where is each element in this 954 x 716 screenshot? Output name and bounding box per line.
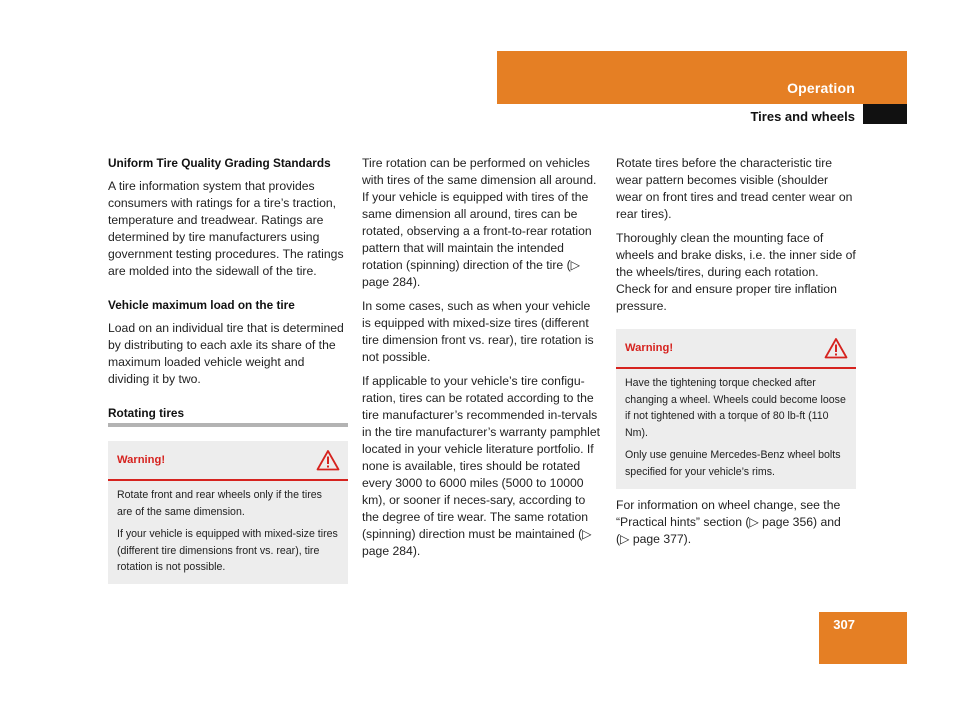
warning-text: If your vehicle is equipped with mixed-size tires (different tire dimensions front vs. rear), tire rotation is not possible. [117,528,338,574]
warning-triangle-icon [824,337,848,359]
warning-label: Warning! [625,341,674,354]
warning-box [108,441,348,584]
warning-triangle-icon [316,449,340,471]
warning-box [616,329,856,489]
section-header [497,51,907,104]
paragraph: Tire rotation can be performed on vehicles with tires of the same dimension all around. If your vehicle is equipped with tires of the same dimension all around, tires can be rotated, observing a a front-to-rear rotation pattern that will maintain the intended rotation (spinning) direction of the tire (▷ page 284). [362,156,597,289]
warning-text: Rotate front and rear wheels only if the tires are of the same dimension. [117,489,322,518]
column-2 [362,155,600,567]
page-number-box [819,612,907,664]
heading-vehicle-max-load: Vehicle maximum load on the tire [108,298,295,312]
paragraph: Rotate tires before the characteristic tire wear pattern becomes visible (shoulder wear on front tires and tread center wear on rear tires). [616,156,853,221]
warning-text: Have the tightening torque checked after changing a wheel. Wheels could become loose if not tightened with a torque of 80 lb-ft (110 Nm). [625,377,846,439]
warning-label: Warning! [117,453,166,466]
heading-uniform-tire-quality: Uniform Tire Quality Grading Standards [108,156,331,170]
warning-header [108,441,348,481]
paragraph: In some cases, such as when your vehicle is equipped with mixed-size tires (different tire dimension front vs. rear), tire rotation is not possible. [362,299,594,364]
paragraph: Thoroughly clean the mounting face of wheels and brake disks, i.e. the inner side of the wheels/tires, during each rotation. Check for and ensure proper tire inflation pressure. [616,231,856,313]
paragraph: For information on wheel change, see the “Practical hints” section (▷ page 356) and (▷ page 377). [616,497,841,546]
page-number: 307 [833,617,855,632]
section-title: Operation [787,80,855,96]
subsection-marker [863,104,907,124]
heading-rotating-tires: Rotating tires [108,405,348,427]
column-3 [616,155,856,555]
warning-header [616,329,856,369]
paragraph: Load on an individual tire that is determined by distributing to each axle its share of the maximum loaded vehicle weight and dividing it by two. [108,321,344,386]
subsection-header [497,104,907,124]
subsection-title: Tires and wheels [750,109,855,124]
warning-text: Only use genuine Mercedes-Benz wheel bolts specified for your vehicle’s rims. [625,449,841,478]
paragraph: If applicable to your vehicle’s tire configu-ration, tires can be rotated according to the tire manufacturer’s recommended in-tervals in the tire manufacturer’s warranty pamphlet located in your vehicle literature portfolio. If none is available, tires should be rotated every 3000 to 6000 miles (5000 to 10000 km), or sooner if neces-sary, according to the degree of tire wear. The same rotation (spinning) direction must be maintained (▷ page 284). [362,374,600,558]
warning-body [108,481,348,584]
paragraph: A tire information system that provides consumers with ratings for a tire’s traction, temperature and treadwear. Ratings are determined by tire manufacturers using government testing procedures. The ratings are molded into the sidewall of the tire. [108,179,344,278]
column-1 [108,155,348,592]
warning-body [616,369,856,489]
